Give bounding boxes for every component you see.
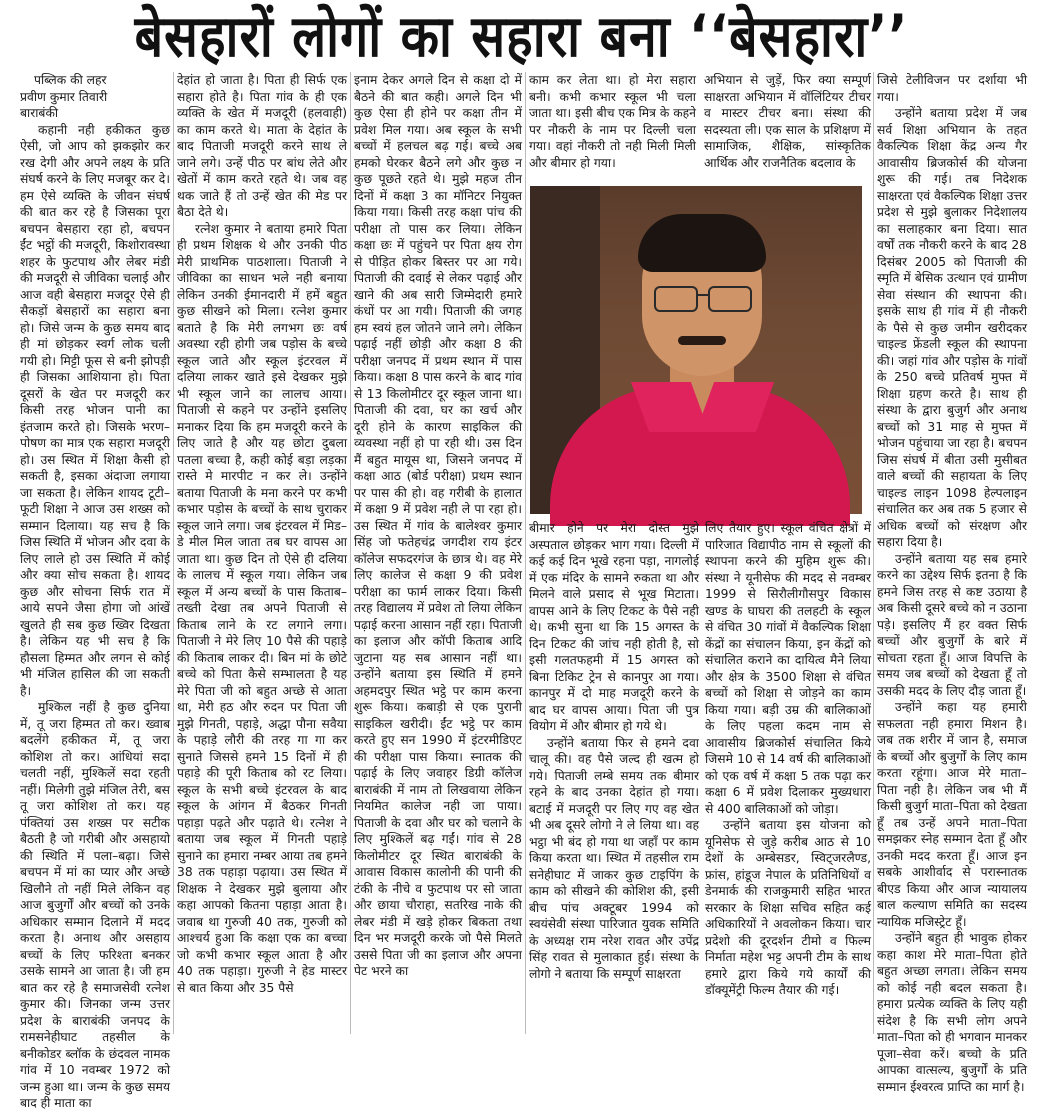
column-rule	[873, 72, 874, 1034]
paragraph: उन्होंने बहुत ही भावुक होकर कहा काश मेरे माता–पिता होते बहुत अच्छा लगता। लेकिन समय को कोई नही बदल सकता है। हमारा प्रत्येक व्यक्ति के लिए यही संदेश है कि सभी लोग अपने माता–पिता को ही भगवान मानकर पूजा–सेवा करें। बच्चो के प्रति आपका वात्सल्य, बुजुर्गों के प्रति सम्मान ईश्वरत्व प्राप्ति का मार्ग है।	[877, 931, 1027, 1094]
headline	[0, 0, 1043, 68]
paragraph: अभियान से जुड़ें, फिर क्या सम्पूर्ण साक्षरता अभियान में वॉलिंटियर टीचर व मास्टर टीचर बना। संस्था की सदस्यता ली। एक साल के प्रशिक्षण में सामाजिक, शैक्षिक, सांस्कृतिक आर्थिक और राजनैतिक बदलाव के	[704, 73, 871, 170]
paragraph: उन्होंने बताया इस योजना को यूनिसेफ से जुड़े करीब आठ से 10 देशों के अम्बेसडर, स्विट्जरलैण्ड, फ्रांस, हांडूज नेपाल के प्रतिनिधियों व डेनमार्क की राजकुमारी सहित भारत सरकार के शिक्षा सचिव सहित कई अधिकारियों ने अवलोकन किया। चार प्रदेशो की दूरदर्शन टीमो व फिल्म निर्माता महेश भट्ट अपनी टीम के साथ हमारे द्वारा किये गये कार्यों की डॉक्यूमेंट्री फिल्म तैयार की गई।	[705, 818, 871, 997]
paragraph: रत्नेश कुमार ने बताया हमारे पिता ही प्रथम शिक्षक थे और उनकी पीठ मेरी प्राथमिक पाठशाला। पिताजी ने जीविका का साधन भले नही बनाया लेकिन उनकी ईमानदारी में हमें बहुत कुछ सीखने को मिला। रत्नेश कुमार बताते है कि मेरी लगभग छः वर्ष अवस्था रही होगी जब पड़ोस के बच्चे स्कूल जाते और स्कूल इंटरवल में दलिया लाकर खाते इसे देखकर मुझे भी स्कूल जाने का लालच आया। पिताजी से कहने पर उन्होंने इसलिए मनाकर दिया कि हम मजदूरी करने के लिए जाते है और यह छोटा दुबला पतला बच्चा है, कही कोई बड़ा लड़का रास्ते मे मारपीट न कर ले। उन्होंने बताया पिताजी के मना करने पर कभी कभार पड़ोस के बच्चों के साथ चुराकर स्कूल जाने लगा। जब इंटरवल में मिड–डे मील मिल जाता तब घर वापस आ जाता था। कुछ दिन तो ऐसे ही दलिया के लालच में स्कूल गया। लेकिन जब स्कूल में अन्य बच्चों के पास किताब–तख्ती देखा तब अपने पिताजी से किताब लाने के रट लगाने लगा। पिताजी ने मेरे लिए 10 पैसे की पहाड़े की किताब लाकर दी। बिन मां के छोटे बच्चे को पिता कैसे सम्भालता है यह मेरे पिता जी को बहुत अच्छे से आता था, मेरी हठ और रुदन पर पिता जी मुझे गिनती, पहाड़े, अद्धा पौना सवैया के पहाड़े लौरी की तरह गा गा कर सुनाते जिससे हमने 15 दिनों में ही पहाड़े की पूरी किताब को रट लिया। स्कूल के सभी बच्चे इंटरवल के बाद स्कूल के आंगन में बैठकर गिनती पहाड़ा पढ़ते और पढ़ाते थे। रत्नेश ने बताया जब स्कूल में गिनती पहाड़े सुनाने का हमारा नम्बर आया तब हमने 38 तक पहाड़ा पढ़ाया। उस स्थित में शिक्षक ने देखकर मुझे बुलाया और कहा आपको कितना पहाड़ा आता है। जवाब था गुरुजी 40 तक, गुरुजी को आश्चर्य हुआ कि कक्षा एक का बच्चा जो कभी कभार स्कूल आता है और 40 तक पहाड़ा। गुरुजी ने हेड मास्टर से बात किया और 35 पैसे	[177, 221, 347, 995]
article-column-5-top	[704, 72, 871, 184]
column-rule	[525, 72, 526, 1034]
headline-text: बेसहारों लोगों का सहारा बना ‘‘बेसहारा’’	[134, 2, 909, 70]
paragraph: मुश्किल नहीं है कुछ दुनिया में, तू जरा हिम्मत तो कर। ख्वाब बदलेंगे हकीकत में, तू जरा कोशिश तो कर। आंधियां सदा चलती नहीं, मुश्किलें सदा रहती नहीं। मिलेगी तुझे मंजिल तेरी, बस तू जरा कोशिश तो कर। यह पंक्तियां उस शख्स पर सटीक बैठती है जो गरीबी और असहायो की स्थिति में पला–बढ़ा। जिसे बचपन में मां का प्यार और अच्छे खिलौने तो नहीं मिले लेकिन वह आज बुजुर्गों और बच्चों को उनके अधिकार सम्मान दिलाने में मदद करता है। अनाथ और असहाय बच्चों के लिए फरिश्ता बनकर उसके सामने आ जाता है। जी हम बात कर रहे है समाजसेवी रत्नेश कुमार की। जिनका जन्म उत्तर प्रदेश के बाराबंकी जनपद के रामसनेहीघाट तहसील के बनीकोडर ब्लॉक के छंदवल नामक गांव में 10 नवम्बर 1972 को जन्म हुआ था। जन्म के कुछ समय बाद ही माता का	[20, 700, 170, 1110]
paragraph: उन्होंने कहा यह हमारी सफलता नही हमारा मिशन है। जब तक शरीर में जान है, समाज के बच्चों और बुजुर्गों के लिए काम करता रहूंगा। आज मेरे माता– पिता नही है। लेकिन जब भी मैं किसी बुजुर्ग माता–पिता को देखता हूँ तब उन्हें अपने माता–पिता समझकर स्नेह सम्मान देता हूँ और उनकी मदद करता हूँ। आज इन सबके आशीर्वाद से परास्नातक बीएड किया और आज न्यायालय बाल कल्याण समिति का सदस्य न्यायिक मजिस्ट्रेट हूँ।	[877, 700, 1027, 929]
article-column-2	[177, 72, 347, 1034]
column-rule	[350, 72, 351, 1034]
paragraph: लिए तैयार हुए। स्कूल वंचित क्षेत्रों में पारिजात विद्यापीठ नाम से स्कूलों की स्थापना करने की मुहिम शुरू की। संस्था ने यूनीसेफ की मदद से नवम्बर 1999 से सिरौलीगौसपुर विकास खण्ड के घाघरा की तलहटी के स्कूल से वंचित 30 गांवों में वैकल्पिक शिक्षा केंद्रों का संचालन किया, इन केंद्रों को संचालित कराने का दायित्व मैने लिया और क्षेत्र के 3500 शिक्षा से वंचित बच्चों को शिक्षा से जोड़ने का काम किया गया। बड़ी उम्र की बालिकाओं के लिए पहला कदम नाम से आवासीय ब्रिजकोर्स संचालित किये जिसमे 10 से 14 वर्ष की बालिकाओं को एक वर्ष में कक्षा 5 तक पढ़ा कर कक्षा 6 में प्रवेश दिलाकर मुख्यधारा से 400 बालिकाओं को जोड़ा।	[705, 521, 871, 816]
portrait-photo	[530, 186, 862, 514]
byline	[20, 72, 170, 122]
glasses-bridge	[696, 294, 708, 296]
article-column-4	[529, 520, 699, 1034]
paragraph: देहांत हो जाता है। पिता ही सिर्फ एक सहारा होते है। पिता गांव के ही एक व्यक्ति के खेत में मजदूरी (हलवाही) का काम करते थे। माता के देहांत के बाद पिताजी मजदूरी करने साथ ले जाने लगे। उन्हें पीठ पर बांध लेते और खेतों में काम करते रहते थे। जब वह थक जाते हैं तो उन्हें खेत की मेड पर बैठा देते थे।	[177, 73, 347, 219]
article-column-1	[20, 72, 170, 1110]
article-column-6	[877, 72, 1027, 1094]
byline-source: पब्लिक की लहर	[34, 73, 107, 87]
paragraph: जिसे टेलीविजन पर दर्शाया भी गया।	[877, 73, 1027, 104]
byline-author: प्रवीण कुमार तिवारी	[20, 89, 108, 104]
article-column-3	[354, 72, 522, 1034]
glasses-icon	[654, 286, 698, 312]
paragraph: उन्होंने बताया प्रदेश में जब सर्व शिक्षा अभियान के तहत वैकल्पिक शिक्षा केंद्र अन्य गैर आवासीय ब्रिजकोर्स की योजना शुरू की गई। तब निदेशक साक्षरता एवं वैकल्पिक शिक्षा उत्तर प्रदेश से मुझे बुलाकर निदेशालय का सलाहकार बना दिया। सात वर्षों तक नौकरी करने के बाद 28 दिसंबर 2005 को पिताजी की स्मृति में बेसिक उत्थान एवं ग्रामीण सेवा संस्थान की स्थापना की। इसके साथ ही गांव में ही नौकरी के पैसे से कुछ जमीन खरीदकर चाइल्ड फ्रेंडली स्कूल की स्थापना की। जहां गांव और पड़ोस के गांवों के 250 बच्चे प्रतिवर्ष मुफ्त में शिक्षा ग्रहण करते है। साथ ही संस्था के द्वारा बुजुर्ग और अनाथ बच्चों को 31 माह से मुफ्त में भोजन पहुंचाया जा रहा है। बचपन जिस संघर्ष में बीता उसी मुसीबत वाले बच्चों की सहायता के लिए चाइल्ड लाइन 1098 हेल्पलाइन संचालित कर अब तक 5 हजार से अधिक बच्चों को संरक्षण और सहारा दिया है।	[877, 106, 1027, 549]
paragraph: इनाम देकर अगले दिन से कक्षा दो में बैठने की बात कही। अगले दिन भी कुछ ऐसा ही होने पर कक्षा तीन में प्रवेश मिल गया। अब स्कूल के सभी बच्चों में हलचल बढ़ गई। बच्चे अब हमको घेरकर बैठने लगे और कुछ न कुछ पूछते रहते थे। मुझे महज तीन दिनों में कक्षा 3 का मॉनिटर नियुक्त किया गया। किसी तरह कक्षा पांच की परीक्षा तो पास कर लिया। लेकिन कक्षा छः में पहुंचने पर पिता क्षय रोग से पीड़ित होकर बिस्तर पर आ गये। पिताजी की दवाई से लेकर पढ़ाई और खाने की अब सारी जिम्मेदारी हमारे कंधों पर आ गयी। पिताजी की जगह हम स्वयं हल जोतने जाने लगे। लेकिन पढ़ाई नहीं छोड़ी और कक्षा 8 की परीक्षा जनपद में प्रथम स्थान में पास किया। कक्षा 8 पास करने के बाद गांव से 13 किलोमीटर दूर स्कूल जाना था। पिताजी की दवा, घर का खर्च और दूरी होने के कारण साइकिल की व्यवस्था नहीं हो पा रही थी। उस दिन मैं बहुत मायूस था, जिसने जनपद में कक्षा आठ (बोर्ड परीक्षा) प्रथम स्थान पर पास की हो। वह गरीबी के हालात में कक्षा 9 में प्रवेश नही ले पा रहा हो। उस स्थित में गांव के बालेश्वर कुमार सिंह जो फतेहचंद्र जगदीश राय इंटर कॉलेज सफदरगंज के छात्र थे। वह मेरे लिए कालेज से कक्षा 9 की प्रवेश परीक्षा का फार्म लाकर दिया। किसी तरह विद्यालय में प्रवेश तो लिया लेकिन पढ़ाई करना आसान नहीं रहा। पिताजी का इलाज और कॉपी किताब आदि जुटाना यह सब आसान नहीं था। उन्होंने बताया इस स्थिति में हमने अहमदपुर स्थित भट्ठे पर काम करना शुरू किया। कबाड़ी से एक पुरानी साइकिल खरीदी। ईंट भट्ठे पर काम करते हुए सन 1990 में इंटरमीडिएट की परीक्षा पास किया। स्नातक की पढ़ाई के लिए जवाहर डिग्री कॉलेज बाराबंकी में नाम तो लिखवाया लेकिन नियमित कालेज नही जा पाया। पिताजी के दवा और घर को चलाने के लिए मुश्किलें बढ़ गईं। गांव से 28 किलोमीटर दूर स्थित बाराबंकी के आवास विकास कालोनी की पानी की टंकी के नीचे व फुटपाथ पर सो जाता और छाया चौराहा, सतरिख नाके की लेबर मंडी में खड़े होकर बिकता तथा दिन भर मजदूरी करके जो पैसे मिलते उससे पिता जी का इलाज और अपना पेट भरने का	[354, 73, 522, 978]
paragraph: बीमार होने पर मेरा दोस्त मुझे अस्पताल छोड़कर भाग गया। दिल्ली में कई कई दिन भूखे रहना पड़ा, नागलोई में एक मंदिर के सामने रुकता था और मिलने वाले प्रसाद से भूख मिटाता। वापस आने के लिए टिकट के पैसे नही थे। कभी सुना था कि 15 अगस्त के दिन टिकट की जांच नही होती है, सो इसी गलतफहमी में 15 अगस्त को बिना टिकिट ट्रेन से कानपुर आ गया। कानपुर में दो माह मजदूरी करने के बाद घर वापस आया। पिता जी पुत्र वियोग में और बीमार हो गये थे।	[529, 521, 699, 733]
column-rule	[173, 72, 174, 1034]
paragraph: काम कर लेता था। हो मेरा सहारा बनी। कभी कभार स्कूल भी चला जाता था। इसी बीच एक मित्र के कहने पर नौकरी के नाम पर दिल्ली चला गया। वहां नौकरी तो नही मिली मिली और बीमार हो गया।	[529, 73, 696, 170]
paragraph: उन्होंने बताया यह सब हमारे करने का उद्देश्य सिर्फ इतना है कि हमने जिस तरह से कष्ट उठाया है अब किसी दूसरे बच्चे को न उठाना पड़े। इसलिए मैं हर वक्त सिर्फ बच्चों और बुजुर्गों के बारे में सोचता रहता हूँ। आज विपत्ति के समय जब बच्चों को देखता हूँ तो उसकी मदद के लिए दौड़ जाता हूँ।	[877, 551, 1027, 698]
glasses-icon	[708, 286, 752, 312]
byline-place: बाराबंकी	[20, 106, 59, 120]
paragraph: कहानी नही हकीकत कुछ ऐसी, जो आप को झकझोर कर रख देगी और अपने लक्ष्य के प्रति संघर्ष करने के लिए मजबूर कर दे। हम ऐसे व्यक्ति के जीवन संघर्ष की बात कर रहे है जिसका पूरा बचपन बेसहारा रहा हो, बचपन ईंट भट्ठों की मजदूरी, किशोरावस्था शहर के फुटपाथ और लेबर मंडी की मजदूरी से जीविका चलाई और आज वही बेसहारा मजदूर ऐसे ही सैकड़ों बेसहारों का सहारा बना हो। जिसे जन्म के कुछ समय बाद ही मां छोड़कर स्वर्ग लोक चली गयी हो। मिट्टी फूस से बनी झोपड़ी ही जिसका आशियाना हो। पिता दूसरों के खेत पर मजदूरी कर किसी तरह भोजन पानी का इंतजाम करते हो। जिसके भरण–पोषण का मात्र एक सहारा मजदूरी हो। उस स्थित में शिक्षा कैसी हो सकती है, इसका अंदाजा लगाया जा सकता है। लेकिन शायद टूटी–फूटी शिक्षा ने आज उस शख्स को सम्मान दिलाया। यह सच है कि जिस स्थिति में भोजन और दवा के लिए लाले हो उस स्थिति में कोई और क्या सोच सकता है। शायद कुछ और सोचना सिर्फ रात में आये सपने जैसा होगा जो आंखें खुलते ही सब कुछ ख्विर दिखता है। लेकिन यह भी सच है कि हौसला हिम्मत और लगन से कोई भी मंजिल हासिल की जा सकती है।	[20, 122, 170, 698]
article-column-5	[705, 520, 871, 1034]
moustache	[678, 336, 726, 345]
photo-hair	[638, 214, 766, 272]
paragraph: उन्होंने बताया फिर से हमने दवा चालू की। वह पैसे जल्द ही खत्म हो गये। पिताजी लम्बे समय तक बीमार रहने के बाद उनका देहांत हो गया। बटाई में मजदूरी पर लिए गए वह खेत भी अब दूसरे लोगो ने ले लिया था। वह भट्ठा भी बंद हो गया था जहाँ पर काम किया करता था। स्थित में तहसील राम सनेहीघाट में जाकर कुछ टाइपिंग के काम को सीखने की कोशिश की, इसी बीच पांच अक्टूबर 1994 को स्वयंसेवी संस्था पारिजात युवक समिति के अध्यक्ष राम नरेश रावत और उपेंद्र सिंह रावत से मुलाकात हुई। संस्था के लोगो ने बताया कि सम्पूर्ण साक्षरता	[529, 735, 699, 981]
article-column-4-top	[529, 72, 696, 184]
